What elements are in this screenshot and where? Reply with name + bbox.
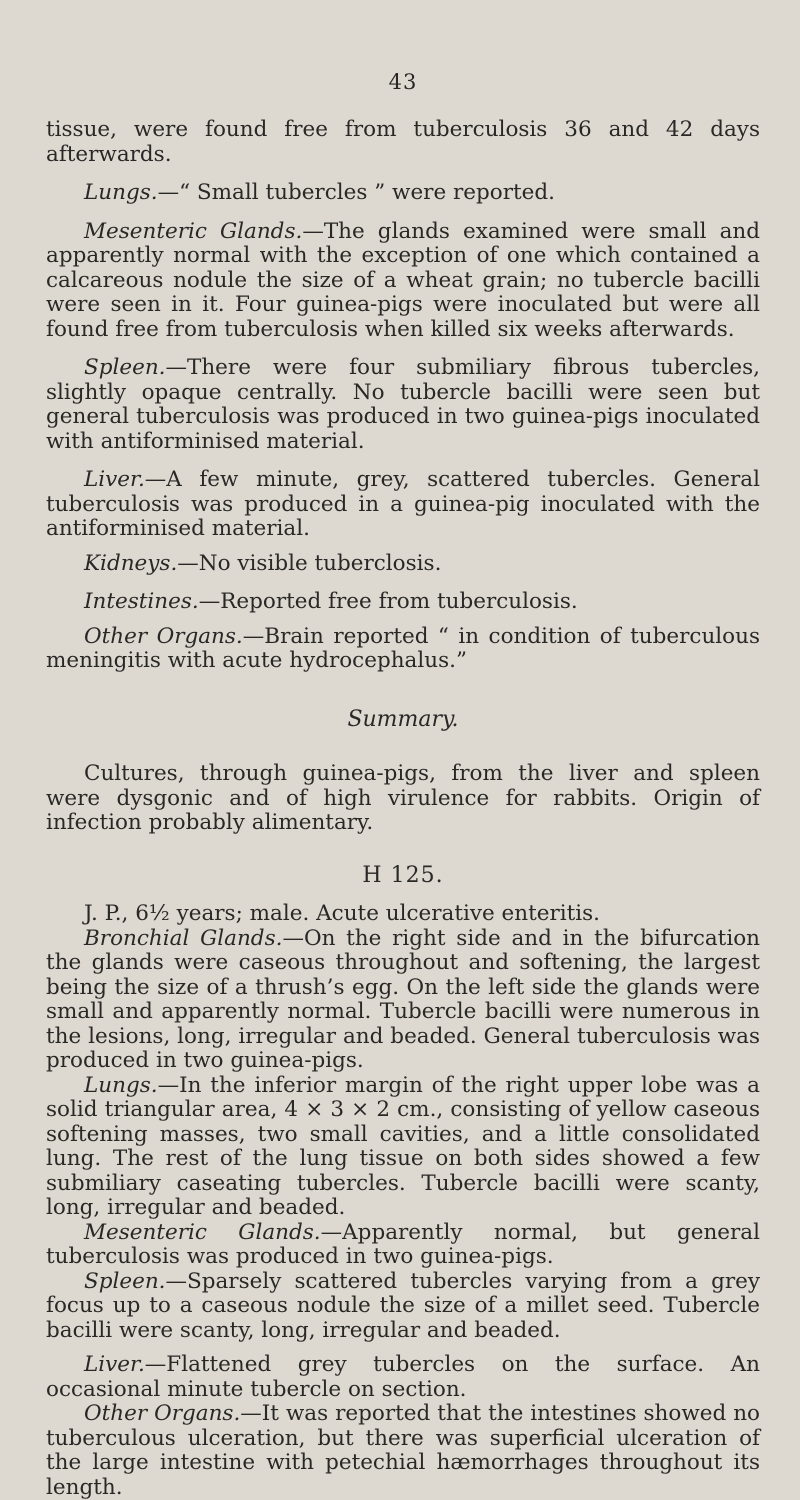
section-label-liver: Liver. [84, 467, 145, 492]
paragraph-text: —It was reported that the intestines showed no tuberculous ulceration, but there was superficial ulceration of the large intestine with petechial hæmorrhages throughout its length. [46, 1401, 760, 1500]
paragraph-kidneys [46, 552, 760, 577]
paragraph-bronchial-glands [46, 927, 760, 1074]
section-label-bronchial-glands: Bronchial Glands. [84, 925, 283, 951]
section-label-intestines: Intestines. [84, 589, 199, 614]
paragraph-text: —In the inferior margin of the right upper lobe was a solid triangular area, 4 × 3 × 2 cm., consisting of yellow caseous softening masses, two small cavities, and a little consolidated lung. The rest of the lung tissue on both sides showed a few submiliary caseating tubercles. Tubercle bacilli were scanty, long, irregular and beaded. [46, 1072, 760, 1220]
case-intro: J. P., 6½ years; male. Acute ulcerative enteritis. [84, 901, 601, 926]
paragraph-text: —The glands examined were small and apparently normal with the exception of one which contained a calcareous nodule the size of a wheat grain; no tubercle bacilli were seen in it. Four guinea-pigs were inoculated but were all found free from tuberculosis when killed six weeks afterwards. [46, 218, 760, 342]
summary-paragraph: Cultures, through guinea-pigs, from the liver and spleen were dysgonic and of high virulence for rabbits. Origin of infection probably alimentary. [46, 761, 760, 835]
page-number: 43 [388, 70, 418, 94]
section-label-other-organs: Other Organs. [84, 623, 243, 649]
paragraph-text: —A few minute, grey, scattered tubercles. General tuberculosis was produced in a guinea-pig inoculated with the antiforminised material. [46, 467, 760, 541]
paragraph-text: —No visible tuberclosis. [177, 550, 442, 576]
section-label-lungs: Lungs. [84, 1072, 158, 1098]
paragraph-liver-2 [46, 1353, 760, 1402]
paragraph-other-organs-2 [46, 1402, 760, 1500]
section-label-mesenteric-glands: Mesenteric Glands. [84, 218, 303, 244]
case-heading: H 125. [362, 862, 444, 888]
paragraph-spleen-2 [46, 1270, 760, 1344]
paragraph-spleen [46, 356, 760, 454]
section-label-mesenteric-glands: Mesenteric Glands. [84, 1219, 321, 1245]
section-label-liver: Liver. [84, 1352, 145, 1377]
paragraph-text: —“ Small tubercles ” were reported. [157, 180, 555, 205]
paragraph-text: —Flattened grey tubercles on the surface. An occasional minute tubercle on section. [46, 1352, 760, 1402]
section-label-other-organs: Other Organs. [84, 1401, 241, 1426]
section-label-spleen: Spleen. [84, 1268, 166, 1294]
section-label-spleen: Spleen. [84, 355, 166, 380]
paragraph-text: —Brain reported “ in condition of tuberculous meningitis with acute hydrocephalus.” [46, 623, 760, 673]
paragraph-mesenteric-glands [46, 220, 760, 343]
section-label-lungs: Lungs. [84, 180, 158, 205]
paragraph-other-organs [46, 625, 760, 674]
paragraph-mesenteric-glands-2 [46, 1221, 760, 1270]
paragraph-text: tissue, were found free from tuberculosis 36 and 42 days afterwards. [46, 117, 760, 167]
paragraph-text: —On the right side and in the bifurcation the glands were caseous throughout and softening, the largest being the size of a thrush’s egg. On the left side the glands were small and apparently normal. Tubercle bacilli were numerous in the lesions, long, irregular and beaded. General tuberculosis was produced in two guinea-pigs. [46, 925, 760, 1073]
paragraph-text: —Sparsely scattered tubercles varying from a grey focus up to a caseous nodule the size of a millet seed. Tubercle bacilli were scanty, long, irregular and beaded. [46, 1268, 760, 1343]
paragraph-text: —Apparently normal, but general tuberculosis was produced in two guinea-pigs. [46, 1219, 760, 1269]
section-label-kidneys: Kidneys. [84, 550, 178, 576]
paragraph-tissue [46, 118, 760, 167]
summary-heading: Summary. [347, 706, 459, 732]
paragraph-lungs-2 [46, 1074, 760, 1221]
paragraph-liver [46, 468, 760, 542]
paragraph-text: —Reported free from tuberculosis. [198, 589, 578, 614]
paragraph-intestines [46, 590, 760, 615]
paragraph-text: —There were four submiliary fibrous tubercles, slightly opaque centrally. No tubercle bacilli were seen but general tuberculosis was produced in two guinea-pigs inoculated with antiforminised material. [46, 355, 760, 454]
paragraph-lungs [46, 181, 760, 206]
